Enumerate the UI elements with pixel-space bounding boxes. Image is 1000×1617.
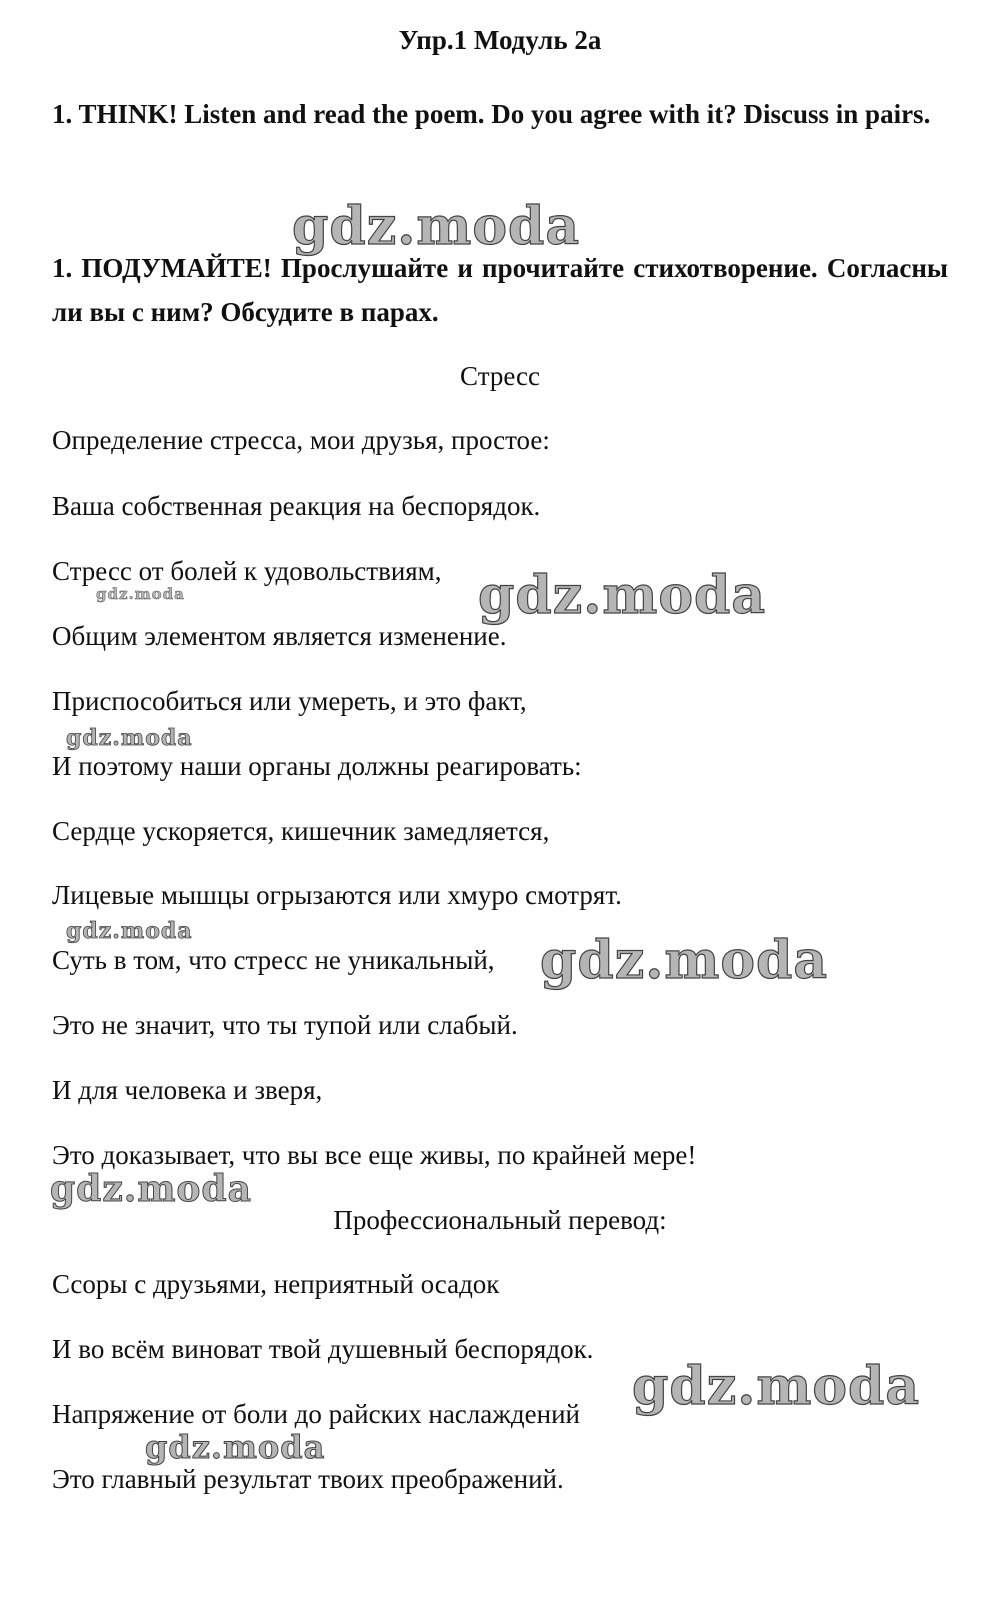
poem-line: Лицевые мышцы огрызаются или хмуро смотрят. — [52, 880, 622, 910]
watermark: gdz.moda — [66, 918, 193, 944]
poem-title: Стресс — [460, 361, 540, 391]
poem-line: Это не значит, что ты тупой или слабый. — [52, 1010, 518, 1040]
watermark: gdz.moda — [292, 196, 581, 257]
task-russian: 1. ПОДУМАЙТЕ! Прослушайте и прочитайте стихотворение. Согласны ли вы с ним? Обсудите в парах. — [52, 253, 948, 327]
watermark: gdz.moda — [96, 585, 185, 603]
watermark: gdz.moda — [66, 725, 193, 751]
poem-line: Ваша собственная реакция на беспорядок. — [52, 491, 541, 521]
watermark: gdz.moda — [145, 1428, 326, 1466]
poem-line: Стресс от болей к удовольствиям, — [52, 556, 442, 586]
translation-line: И во всём виноват твой душевный беспорядок. — [52, 1334, 594, 1364]
poem-line: И для человека и зверя, — [52, 1075, 323, 1105]
watermark: gdz.moda — [478, 565, 767, 626]
poem-line: И поэтому наши органы должны реагировать: — [52, 751, 582, 781]
page-title: Упр.1 Модуль 2а — [398, 25, 602, 55]
translation-line: Это главный результат твоих преображений. — [52, 1464, 564, 1494]
translation-line: Напряжение от боли до райских наслаждений — [52, 1399, 580, 1429]
watermark: gdz.moda — [50, 1168, 252, 1210]
poem-line: Сердце ускоряется, кишечник замедляется, — [52, 816, 550, 846]
watermark: gdz.moda — [632, 1356, 921, 1417]
task-english: 1. THINK! Listen and read the poem. Do you agree with it? Discuss in pairs. — [52, 99, 931, 129]
poem-line: Общим элементом является изменение. — [52, 621, 507, 651]
translation-line: Ссоры с друзьями, неприятный осадок — [52, 1269, 500, 1299]
poem-line: Определение стресса, мои друзья, простое: — [52, 425, 550, 455]
watermark: gdz.moda — [540, 930, 829, 991]
translation-title: Профессиональный перевод: — [333, 1205, 667, 1235]
poem-line: Приспособиться или умереть, и это факт, — [52, 686, 527, 716]
poem-line: Суть в том, что стресс не уникальный, — [52, 945, 495, 975]
poem-line: Это доказывает, что вы все еще живы, по крайней мере! — [52, 1140, 697, 1170]
